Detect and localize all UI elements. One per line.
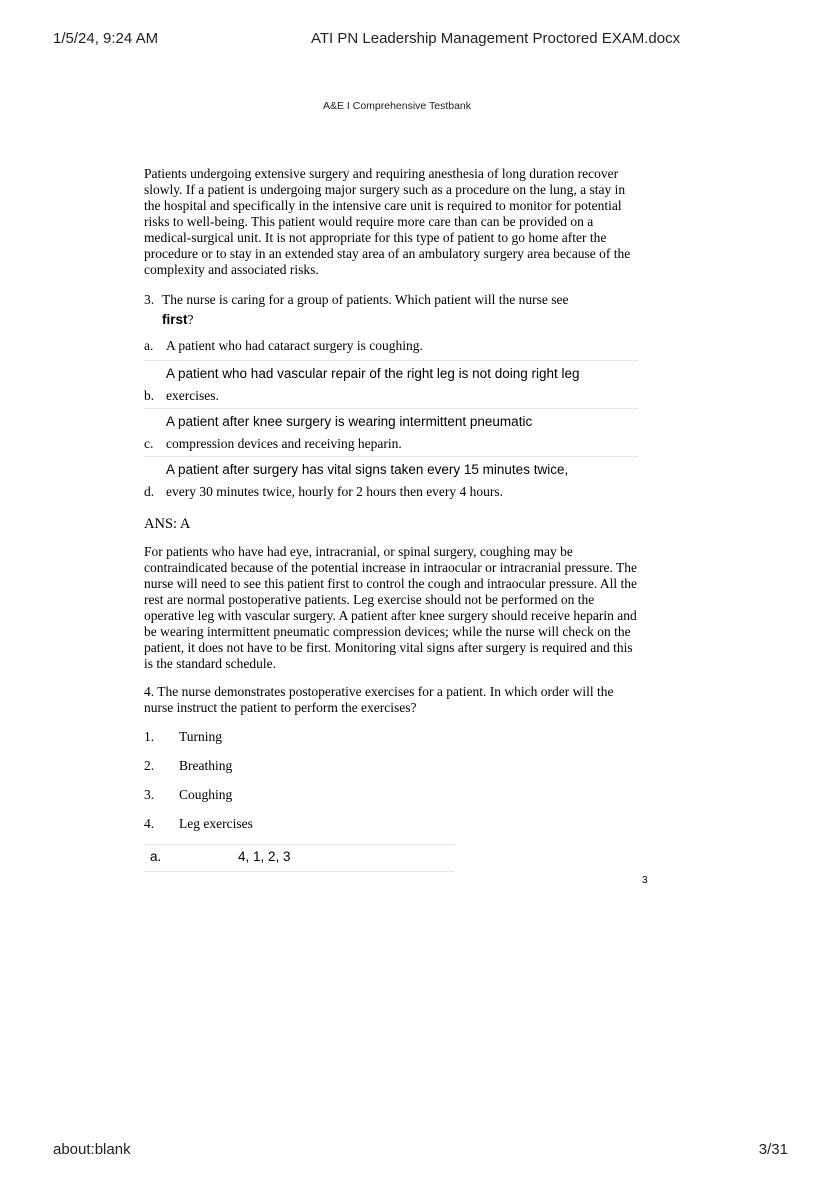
print-datetime: 1/5/24, 9:24 AM <box>53 30 159 47</box>
option-b <box>144 366 638 409</box>
question-4-text: The nurse demonstrates postoperative exercises for a patient. In which order will the nurse instruct the patient to perform the exercises? <box>144 684 614 715</box>
question-3-emphasis: first <box>162 312 188 327</box>
list-item <box>144 787 638 803</box>
option-a-text: A patient who had cataract surgery is coughing. <box>166 338 423 353</box>
list-item-number: 4. <box>144 816 155 831</box>
list-item-text: Leg exercises <box>179 816 253 831</box>
option-a <box>144 338 638 361</box>
option-b-line2: exercises. <box>166 388 219 403</box>
intro-paragraph: Patients undergoing extensive surgery and requiring anesthesia of long duration recover slowly. If a patient is undergoing major surgery such as a procedure on the lung, a stay in the hospital and specifically in the intensive care unit is required to monitor for potential risks to well-being. This patient would require more care than can be provided on a medical-surgical unit. It is not appropriate for this type of patient to go home after the procedure or to stay in an extended stay area of an ambulatory surgery area because of the complexity and associated risks. <box>144 166 631 277</box>
list-item-text: Coughing <box>179 787 233 802</box>
answer-label: ANS: A <box>144 516 191 532</box>
document-page-number: 3 <box>642 875 648 886</box>
option-c-line2: compression devices and receiving heparin. <box>166 436 402 451</box>
question-4-number: 4. <box>144 684 155 699</box>
question-4-stem <box>144 684 638 716</box>
print-page-count: 3/31 <box>758 1141 788 1158</box>
list-item <box>144 816 638 832</box>
print-url: about:blank <box>53 1141 131 1158</box>
question-3-end: ? <box>187 312 194 327</box>
question-4-option-a <box>144 844 454 872</box>
option-d-letter: d. <box>144 484 155 499</box>
option-d-line1: A patient after surgery has vital signs taken every 15 minutes twice, <box>166 462 569 477</box>
option-b-line1: A patient who had vascular repair of the right leg is not doing right leg <box>166 366 580 381</box>
question-4-option-a-text: 4, 1, 2, 3 <box>238 849 291 864</box>
question-4-option-a-letter: a. <box>150 849 162 864</box>
rationale-paragraph: For patients who have had eye, intracranial, or spinal surgery, coughing may be contraindicated because of the potential increase in intraocular or intracranial pressure. The nurse will need to see this patient first to control the cough and intraocular pressure. All the rest are normal postoperative patients. Leg exercise should not be performed on the operative leg with vascular surgery. A patient after knee surgery should receive heparin and be wearing intermittent pneumatic compression devices; while the nurse will check on the patient, it does not have to be first. Monitoring vital signs after surgery is required and this is the standard schedule. <box>144 544 638 671</box>
list-item <box>144 758 638 774</box>
list-item-number: 3. <box>144 787 155 802</box>
option-d <box>144 462 638 504</box>
list-item-number: 1. <box>144 729 155 744</box>
option-c-line1: A patient after knee surgery is wearing intermittent pneumatic <box>166 414 533 429</box>
option-b-letter: b. <box>144 388 155 403</box>
list-item-number: 2. <box>144 758 155 773</box>
question-3-stem <box>144 292 638 328</box>
print-document-title: ATI PN Leadership Management Proctored EXAM.docx <box>311 30 681 47</box>
list-item <box>144 729 638 745</box>
question-3-number: 3. <box>144 292 155 307</box>
page-content <box>144 166 638 872</box>
question-3-text: The nurse is caring for a group of patients. Which patient will the nurse see <box>162 292 569 307</box>
option-c <box>144 414 638 457</box>
list-item-text: Turning <box>179 729 223 744</box>
option-d-line2: every 30 minutes twice, hourly for 2 hours then every 4 hours. <box>166 484 504 499</box>
option-a-letter: a. <box>144 338 154 353</box>
document-header: A&E I Comprehensive Testbank <box>322 100 472 112</box>
list-item-text: Breathing <box>179 758 233 773</box>
option-c-letter: c. <box>144 436 154 451</box>
